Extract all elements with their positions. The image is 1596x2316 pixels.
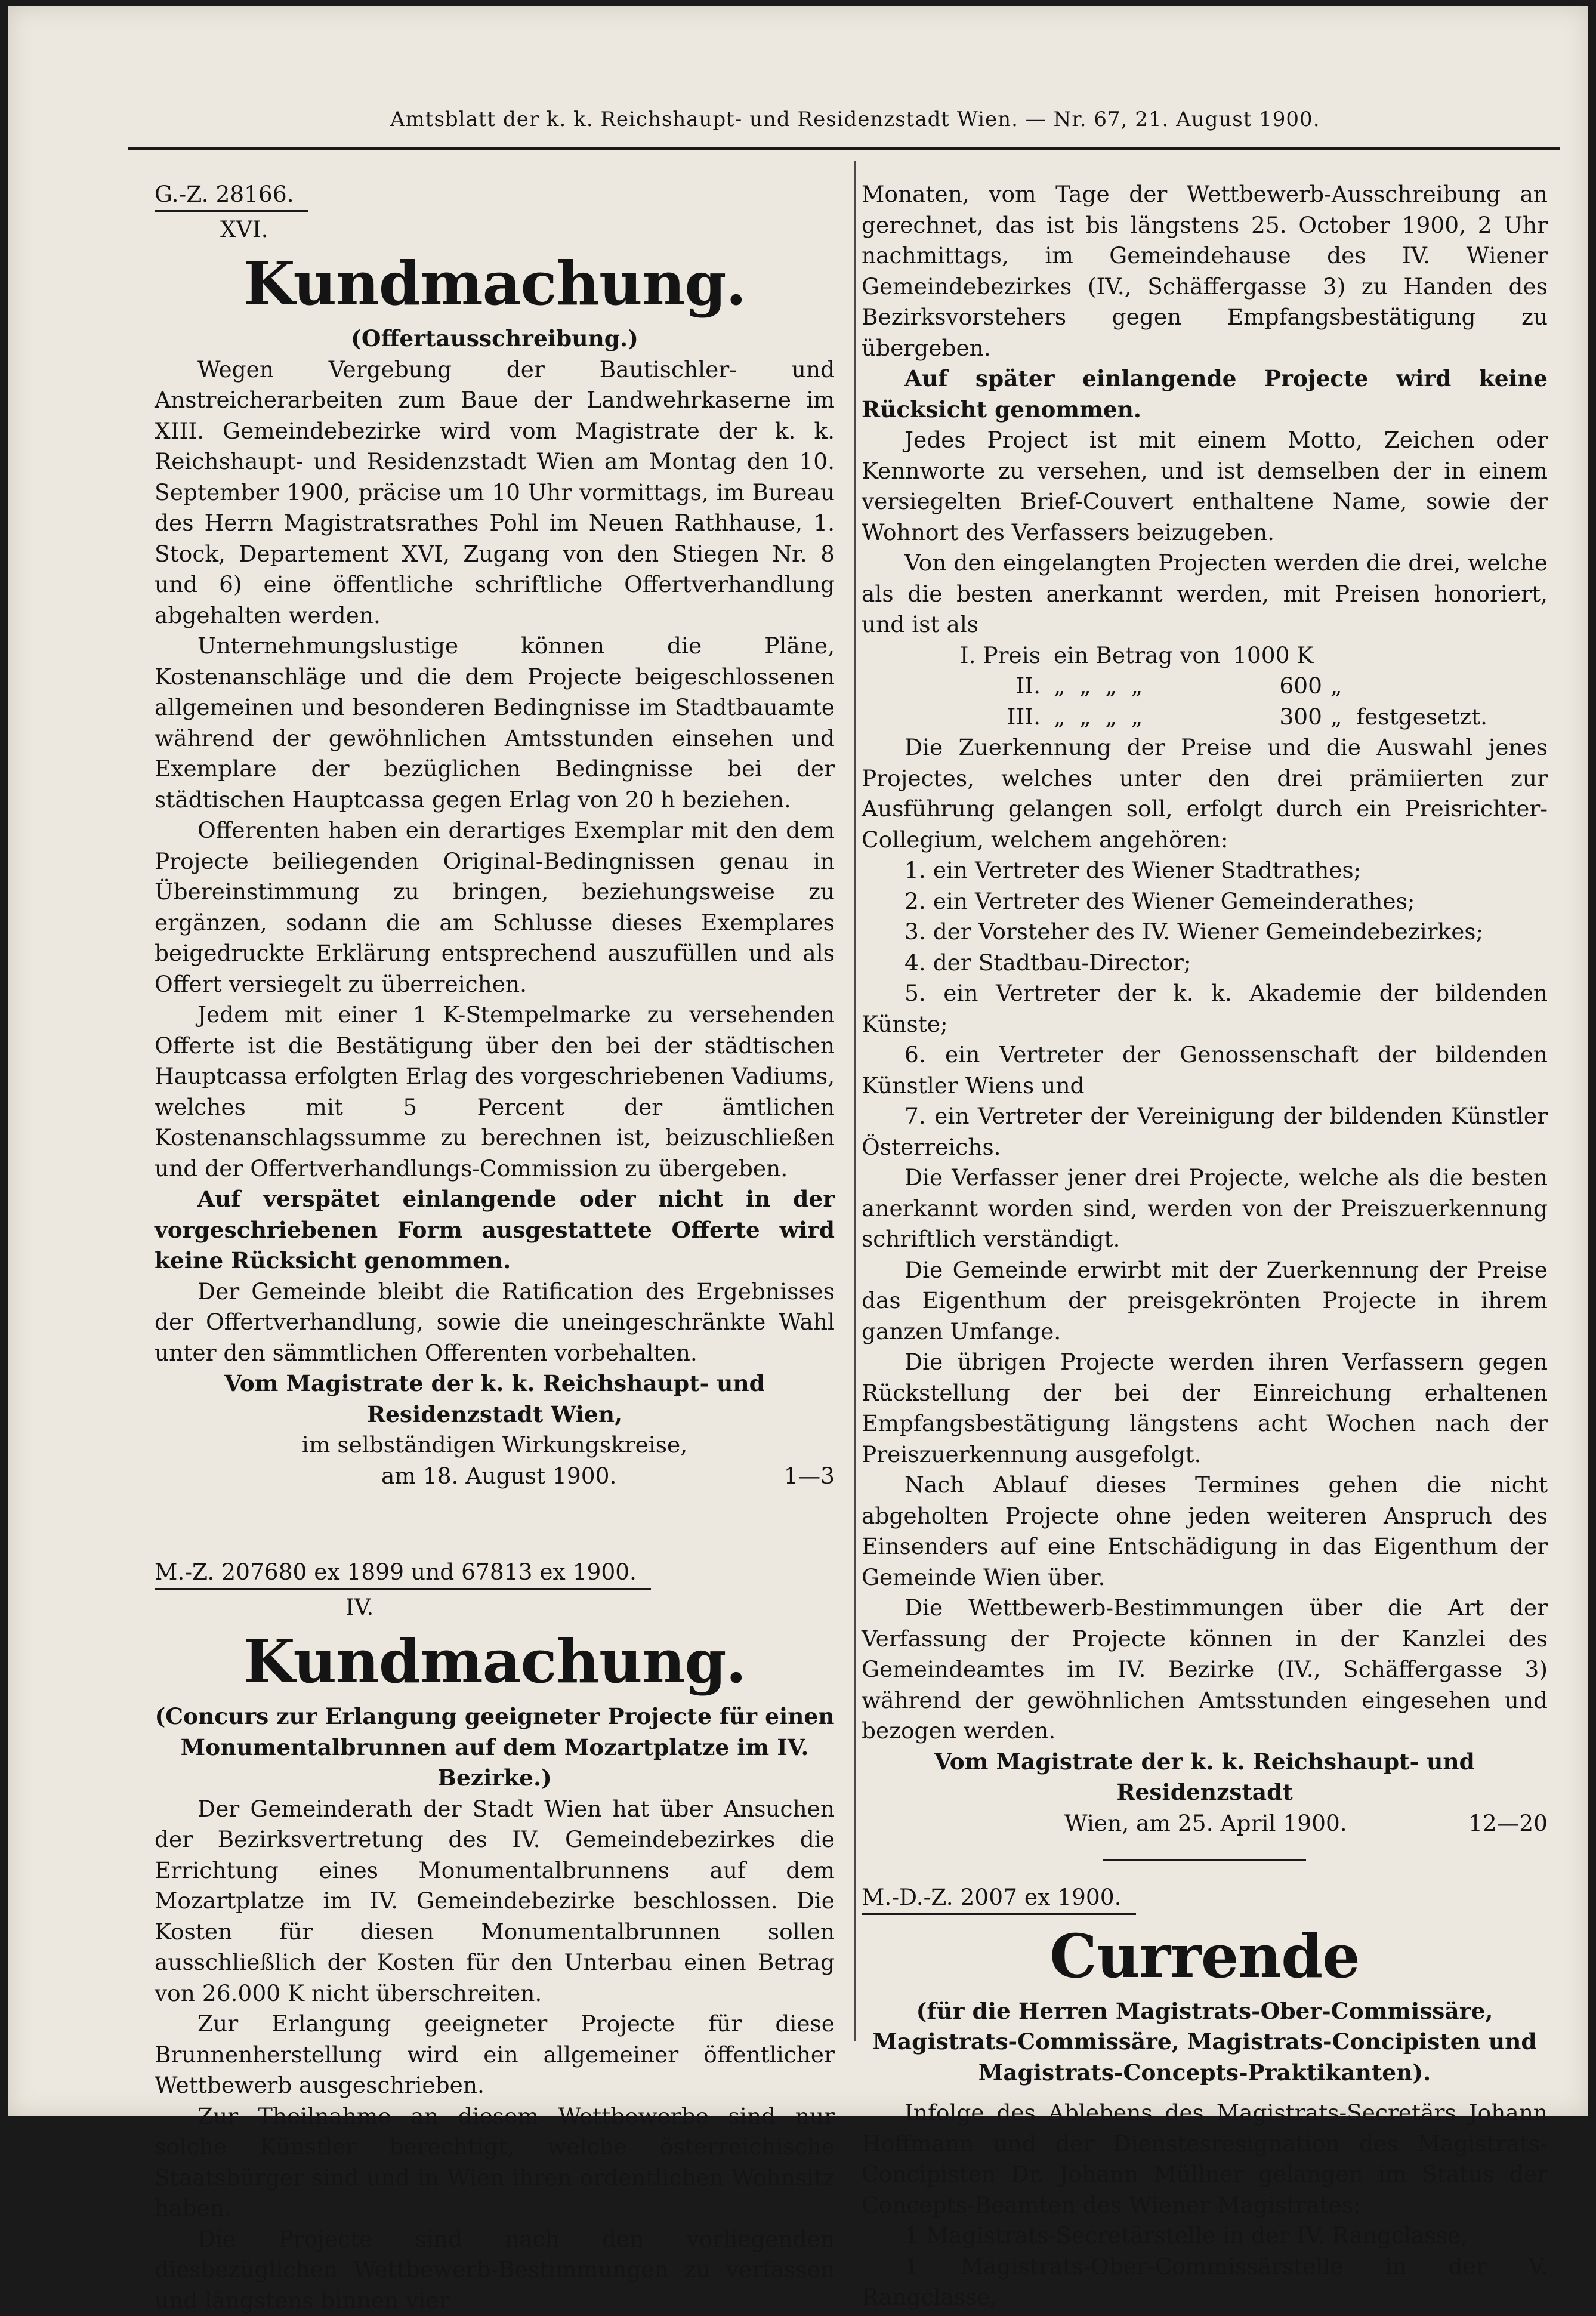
paragraph: Offerenten haben ein derartiges Exemplar mit den dem Projecte beiliegenden Original-Bedingnissen genau in Übereinstimmung zu bringen, beziehungsweise zu ergänzen, sodann die am Schlusse dieses Exemplares beigedruckte Erklärung entsprechend auszufüllen und als Offert versiegelt zu überreichen. [155, 815, 835, 1000]
notice-title: Kundmachung. [155, 1626, 835, 1697]
currende-notice [862, 1882, 1548, 2313]
prize-list [862, 640, 1548, 733]
list-item: 1. ein Vertreter des Wiener Stadtrathes; [862, 855, 1548, 886]
notice-2 [155, 1557, 835, 2316]
paragraph: Jedem mit einer 1 K-Stempelmarke zu versehenden Offerte ist die Bestätigung über den bei der städtischen Hauptcassa erfolgten Erlag des vorgeschriebenen Vadiums, welches mit 5 Percent der ämtlichen Kostenanschlagssumme zu berechnen ist, beizuschließen und der Offertverhandlungs-Commission zu übergeben. [155, 1000, 835, 1184]
signature-line: Vom Magistrate der k. k. Reichshaupt- und Residenzstadt [862, 1747, 1548, 1808]
newspaper-page [8, 6, 1588, 2116]
prize-row: I. Preis ein Betrag von 1000 K [862, 640, 1548, 671]
paragraph: Zur Erlangung geeigneter Projecte für diese Brunnenherstellung wird ein allgemeiner öffentlicher Wettbewerb ausgeschrieben. [155, 2009, 835, 2101]
list-item: 1 Magistrats-Secretärstelle in der IV. Rangclasse, [862, 2221, 1548, 2252]
list-item: 1 Magistrats-Ober-Commissärstelle in der V. Rangclasse, [862, 2252, 1548, 2313]
paragraph-emphasis: Auf später einlangende Projecte wird keine Rücksicht genommen. [862, 363, 1548, 425]
list-item: 5. ein Vertreter der k. k. Akademie der bildenden Künste; [862, 978, 1548, 1040]
left-column [155, 179, 835, 2316]
paragraph: Zur Theilnahme an diesem Wettbewerbe sind nur solche Künstler berechtigt, welche österreichische Staatsbürger sind und in Wien ihren ordentlichen Wohnsitz haben. [155, 2101, 835, 2224]
paragraph: Der Gemeinderath der Stadt Wien hat über Ansuchen der Bezirksvertretung des IV. Gemeindebezirkes die Errichtung eines Monumentalbrunnens auf dem Mozartplatze im IV. Gemeindebezirke beschlossen. Die Kosten für diesen Monumentalbrunnen sollen ausschließlich der Kosten für den Unterbau einen Betrag von 26.000 K nicht überschreiten. [155, 1794, 835, 2009]
notice-subtitle: (für die Herren Magistrats-Ober-Commissäre, Magistrats-Commissäre, Magistrats-Concipisten und Magistrats-Concepts-Praktikanten). [862, 1996, 1548, 2089]
reference-number: M.-Z. 207680 ex 1899 und 67813 ex 1900. [155, 1557, 651, 1590]
paragraph: Monaten, vom Tage der Wettbewerb-Ausschreibung an gerechnet, das ist bis längstens 25. October 1900, 2 Uhr nachmittags, im Gemeindehause des IV. Wiener Gemeindebezirkes (IV., Schäffergasse 3) zu Handen des Bezirksvorstehers gegen Empfangsbestätigung zu übergeben. [862, 179, 1548, 363]
prize-row: III. „ „ „ „ 300 „ festgesetzt. [862, 702, 1548, 733]
paragraph: Die Projecte sind nach den vorliegenden diesbezüglichen Wettbewerb-Bestimmungen zu verfassen und längstens binnen vier [155, 2224, 835, 2316]
department-number: IV. [155, 1592, 835, 1623]
paragraph: Die übrigen Projecte werden ihren Verfassern gegen Rückstellung der bei der Einreichung erhaltenen Empfangsbestätigung längstens acht Wochen nach der Preiszuerkennung ausgefolgt. [862, 1347, 1548, 1470]
paragraph: Die Gemeinde erwirbt mit der Zuerkennung der Preise das Eigenthum der preisgekrönten Projecte in ihrem ganzen Umfange. [862, 1255, 1548, 1347]
list-item: 2. ein Vertreter des Wiener Gemeinderathes; [862, 886, 1548, 917]
prize-row: II. „ „ „ „ 600 „ [862, 671, 1548, 702]
paragraph: Die Wettbewerb-Bestimmungen über die Art der Verfassung der Projecte können in der Kanzlei des Gemeindeamtes im IV. Bezirke (IV., Schäffergasse 3) während der gewöhnlichen Amtsstunden eingesehen und bezogen werden. [862, 1593, 1548, 1747]
list-item: 6. ein Vertreter der Genossenschaft der bildenden Künstler Wiens und [862, 1040, 1548, 1101]
paragraph: Unternehmungslustige können die Pläne, Kostenanschläge und die dem Projecte beigeschlossenen allgemeinen und besonderen Bedingnisse im Stadtbauamte während der gewöhnlichen Amtsstunden einsehen und Exemplare der bezüglichen Bedingnisse bei der städtischen Hauptcassa gegen Erlag von 20 h beziehen. [155, 631, 835, 815]
notice-1 [155, 179, 835, 1491]
reference-number: G.-Z. 28166. [155, 179, 308, 212]
paragraph: Wegen Vergebung der Bautischler- und Anstreicherarbeiten zum Baue der Landwehrkaserne im XIII. Gemeindebezirke wird vom Magistrate der k. k. Reichshaupt- und Residenzstadt Wien am Montag den 10. September 1900, präcise um 10 Uhr vormittags, im Bureau des Herrn Magistratsrathes Pohl im Neuen Rathhause, 1. Stock, Departement XVI, Zugang von den Stiegen Nr. 8 und 6) eine öffentliche schriftliche Offertverhandlung abgehalten werden. [155, 354, 835, 631]
paragraph: Nach Ablauf dieses Termines gehen die nicht abgeholten Projecte ohne jeden weiteren Anspruch des Einsenders auf eine Entschädigung in das Eigenthum der Gemeinde Wien über. [862, 1470, 1548, 1593]
notice-subtitle: (Offertausschreibung.) [155, 323, 835, 354]
section-rule [1103, 1859, 1306, 1861]
notice-subtitle: (Concurs zur Erlangung geeigneter Projecte für einen Monumentalbrunnen auf dem Mozartplatze im IV. Bezirke.) [155, 1701, 835, 1794]
right-column [862, 179, 1548, 2313]
signature-line: Vom Magistrate der k. k. Reichshaupt- und Residenzstadt Wien, [155, 1368, 835, 1430]
notice-date: Wien, am 25. April 1900. [862, 1808, 1347, 1839]
header-rule [128, 147, 1560, 150]
paragraph: Infolge des Ablebens des Magistrats-Secretärs Johann Hoffmann und der Dienstesresignation des Magistrats-Concipisten Dr. Johann Müllner gelangen im Status der Concepts-Beamten des Wiener Magistrates: [862, 2098, 1548, 2221]
list-item: 7. ein Vertreter der Vereinigung der bildenden Künstler Österreichs. [862, 1101, 1548, 1162]
department-number: XVI. [155, 214, 835, 245]
insertion-number: 1—3 [784, 1461, 835, 1492]
paragraph-emphasis: Auf verspätet einlangende oder nicht in der vorgeschriebenen Form ausgestattete Offerte wird keine Rücksicht genommen. [155, 1184, 835, 1276]
jury-list [862, 855, 1548, 1162]
list-item: 3. der Vorsteher des IV. Wiener Gemeindebezirkes; [862, 917, 1548, 948]
insertion-number: 12—20 [1468, 1808, 1548, 1839]
paragraph: Der Gemeinde bleibt die Ratification des Ergebnisses der Offertverhandlung, sowie die uneingeschränkte Wahl unter den sämmtlichen Offerenten vorbehalten. [155, 1276, 835, 1369]
paragraph: Jedes Project ist mit einem Motto, Zeichen oder Kennworte zu versehen, und ist demselben der in einem versiegelten Brief-Couvert enthaltene Name, sowie der Wohnort des Verfassers beizugeben. [862, 425, 1548, 548]
notice-date: am 18. August 1900. [155, 1461, 616, 1492]
notice-title: Kundmachung. [155, 248, 835, 319]
notice-title: Currende [862, 1921, 1548, 1991]
paragraph: Die Verfasser jener drei Projecte, welche als die besten anerkannt worden sind, werden von der Preiszuerkennung schriftlich verständigt. [862, 1162, 1548, 1255]
running-header: Amtsblatt der k. k. Reichshaupt- und Residenzstadt Wien. — Nr. 67, 21. August 1900. [390, 107, 1321, 131]
paragraph: Von den eingelangten Projecten werden die drei, welche als die besten anerkannt werden, mit Preisen honoriert, und ist als [862, 548, 1548, 640]
signature-line: im selbständigen Wirkungskreise, [155, 1430, 835, 1461]
column-separator [854, 161, 856, 2041]
paragraph: Die Zuerkennung der Preise und die Auswahl jenes Projectes, welches unter den drei prämiierten zur Ausführung gelangen soll, erfolgt durch ein Preisrichter-Collegium, welchem angehören: [862, 732, 1548, 855]
reference-number: M.-D.-Z. 2007 ex 1900. [862, 1882, 1136, 1915]
list-item: 4. der Stadtbau-Director; [862, 948, 1548, 979]
